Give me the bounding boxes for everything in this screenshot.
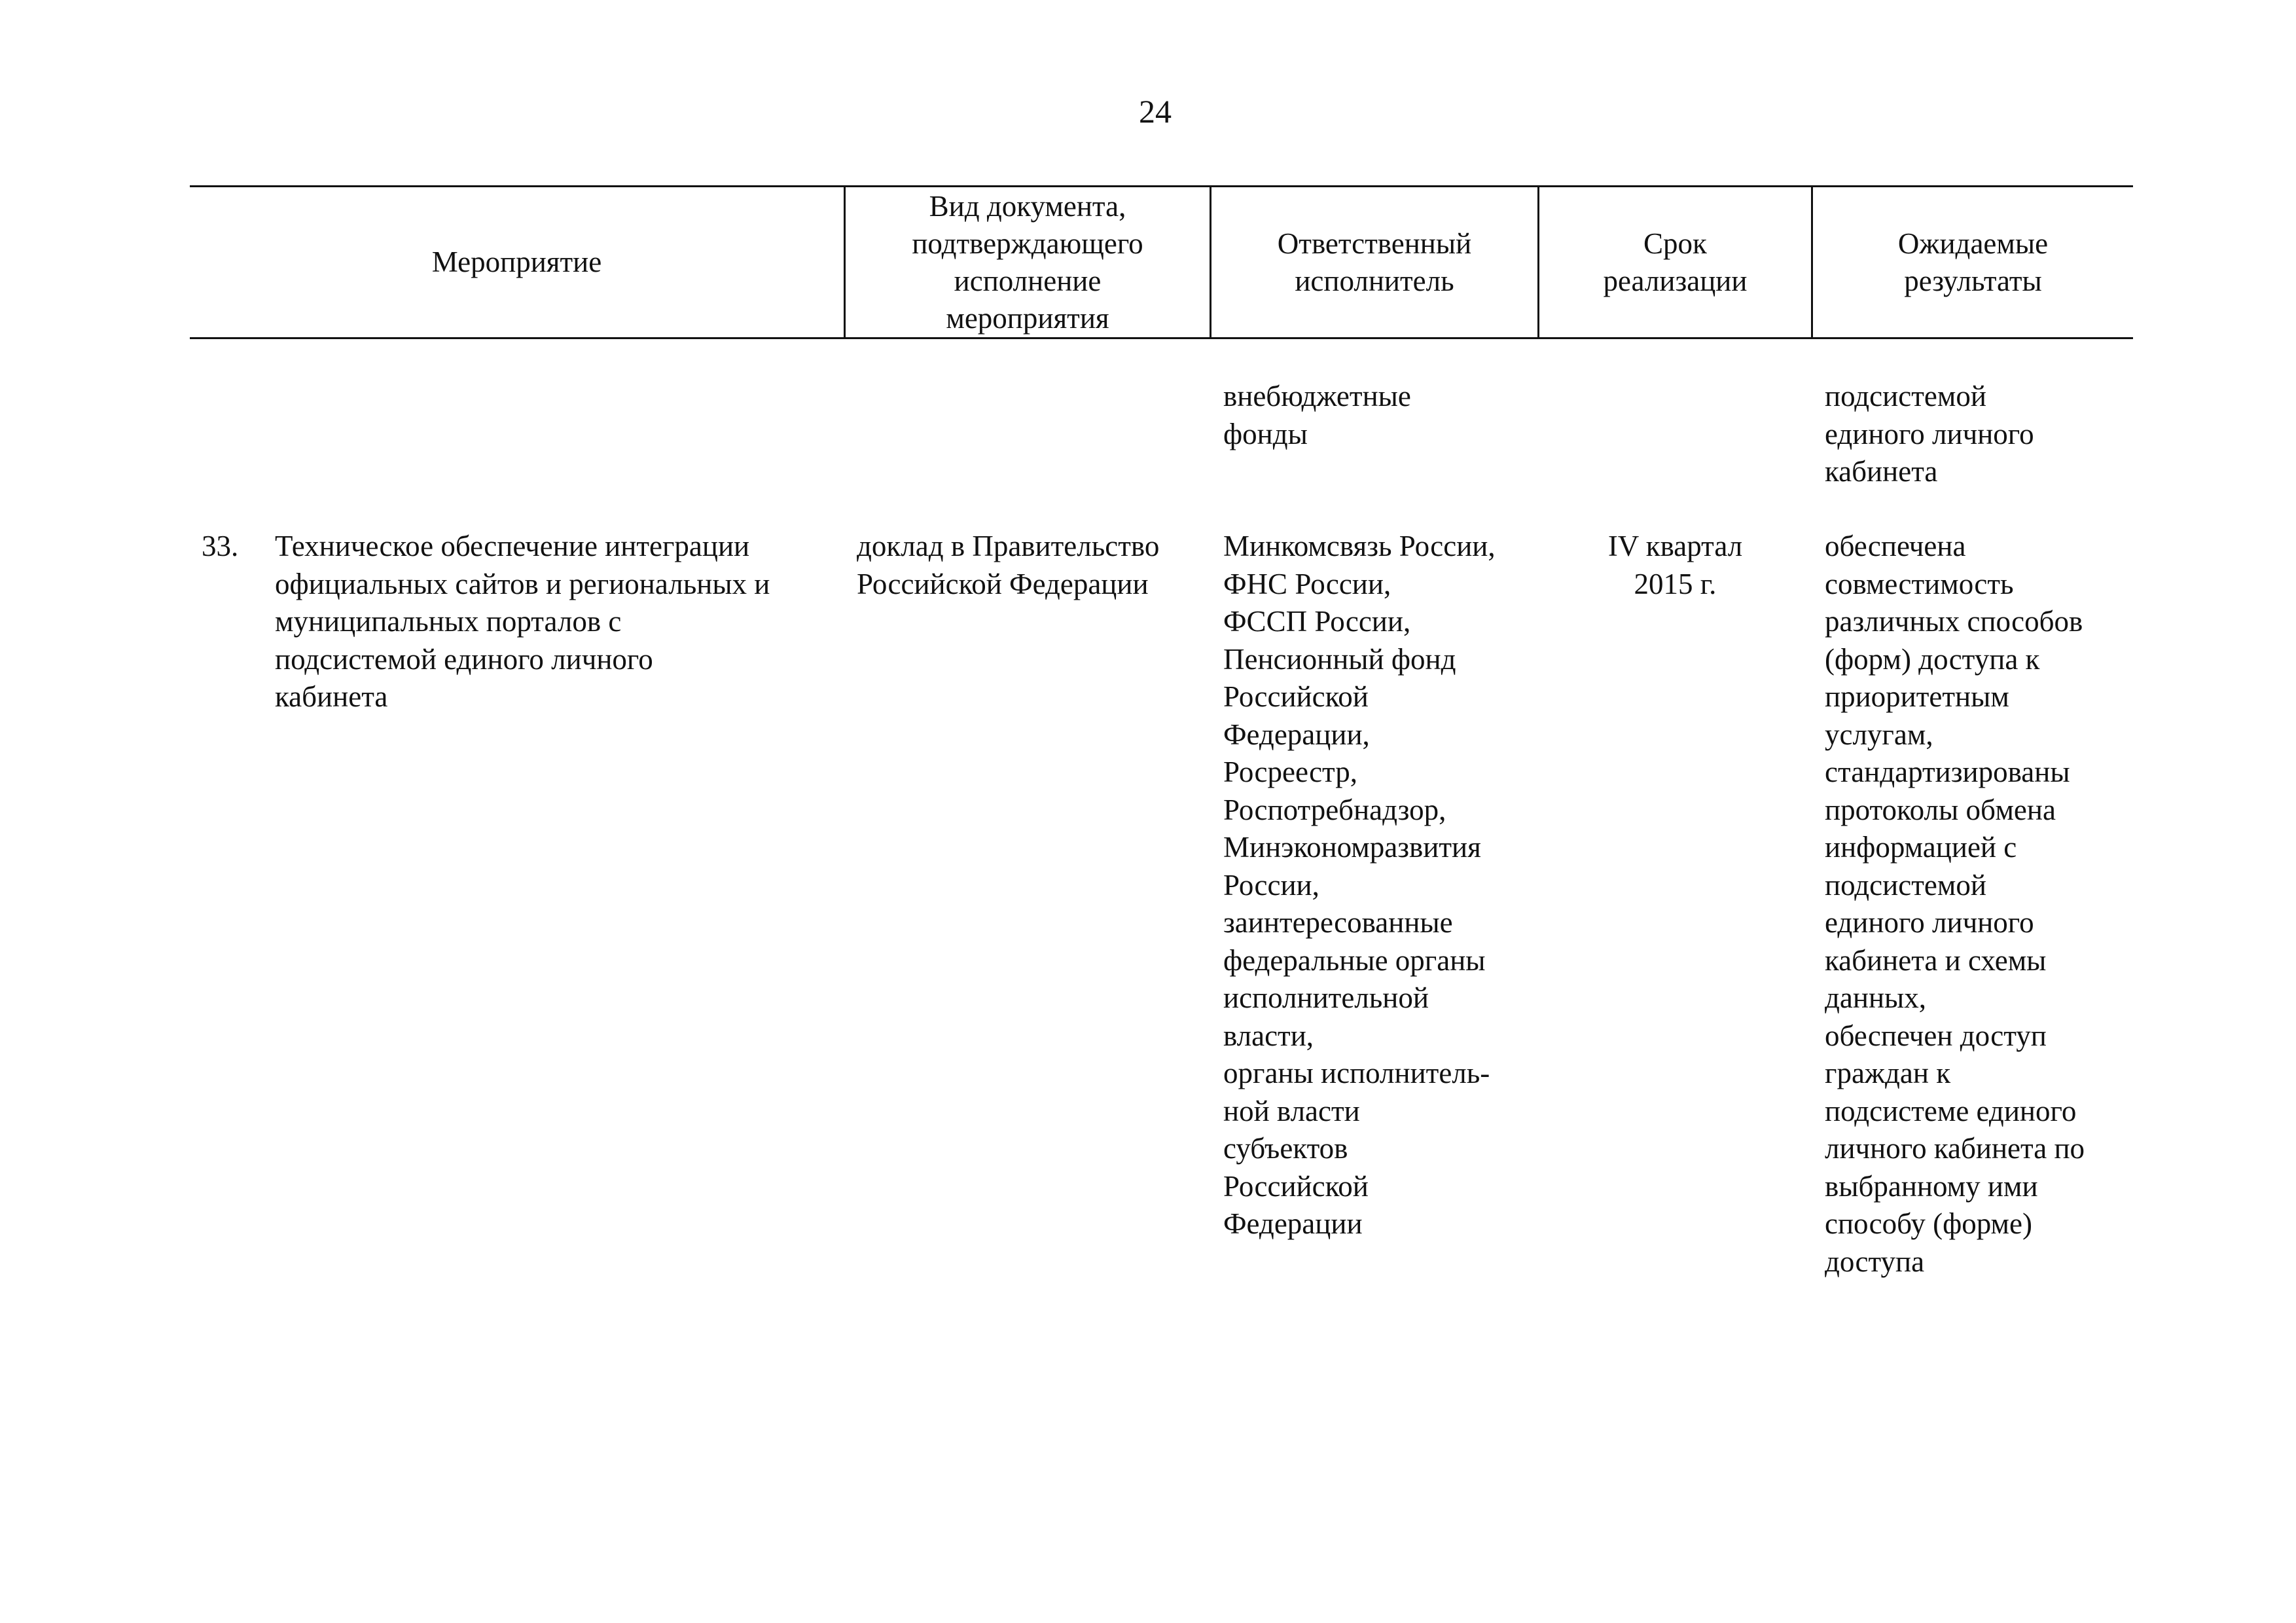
row-document-type: доклад в Правительство Российской Федерации [857,530,1160,600]
header-expected-results: Ожидаемые результаты [1897,227,2049,297]
row-number: 33. [202,530,239,562]
page-number: 24 [1139,93,1172,130]
row-deadline: IV квартал 2015 г. [1607,530,1743,600]
header-activity: Мероприятие [431,246,602,278]
row-responsible-executor: Минкомсвязь России, ФНС России, ФССП России, Пенсионный фонд Российской Федерации, Росреестр, Роспотребнадзор, Минэкономразвития России, заинтересованные федеральные органы исполнительной власти, органы исполнитель- ной власти субъектов Российской Федерации [1223,530,1496,1240]
table-header-bottom-rule [190,337,2133,339]
continuation-executor: внебюджетные фонды [1223,380,1411,450]
row-expected-results: обеспечена совместимость различных способов (форм) доступа к приоритетным услугам, стандартизированы протоколы обмена информацией с подсистемой единого личного кабинета и схемы данных, обеспечен доступ граждан к подсистеме единого личного кабинета по выбранному ими способу (форме) доступа [1825,530,2085,1278]
header-deadline: Срок реализации [1603,227,1748,297]
header-responsible-executor: Ответственный исполнитель [1277,227,1472,297]
row-activity: Техническое обеспечение интеграции официальных сайтов и региональных и муниципальных порталов с подсистемой единого личного кабинета [275,530,770,713]
header-document-type: Вид документа, подтверждающего исполнение мероприятия [912,190,1143,335]
continuation-results: подсистемой единого личного кабинета [1825,380,2034,488]
